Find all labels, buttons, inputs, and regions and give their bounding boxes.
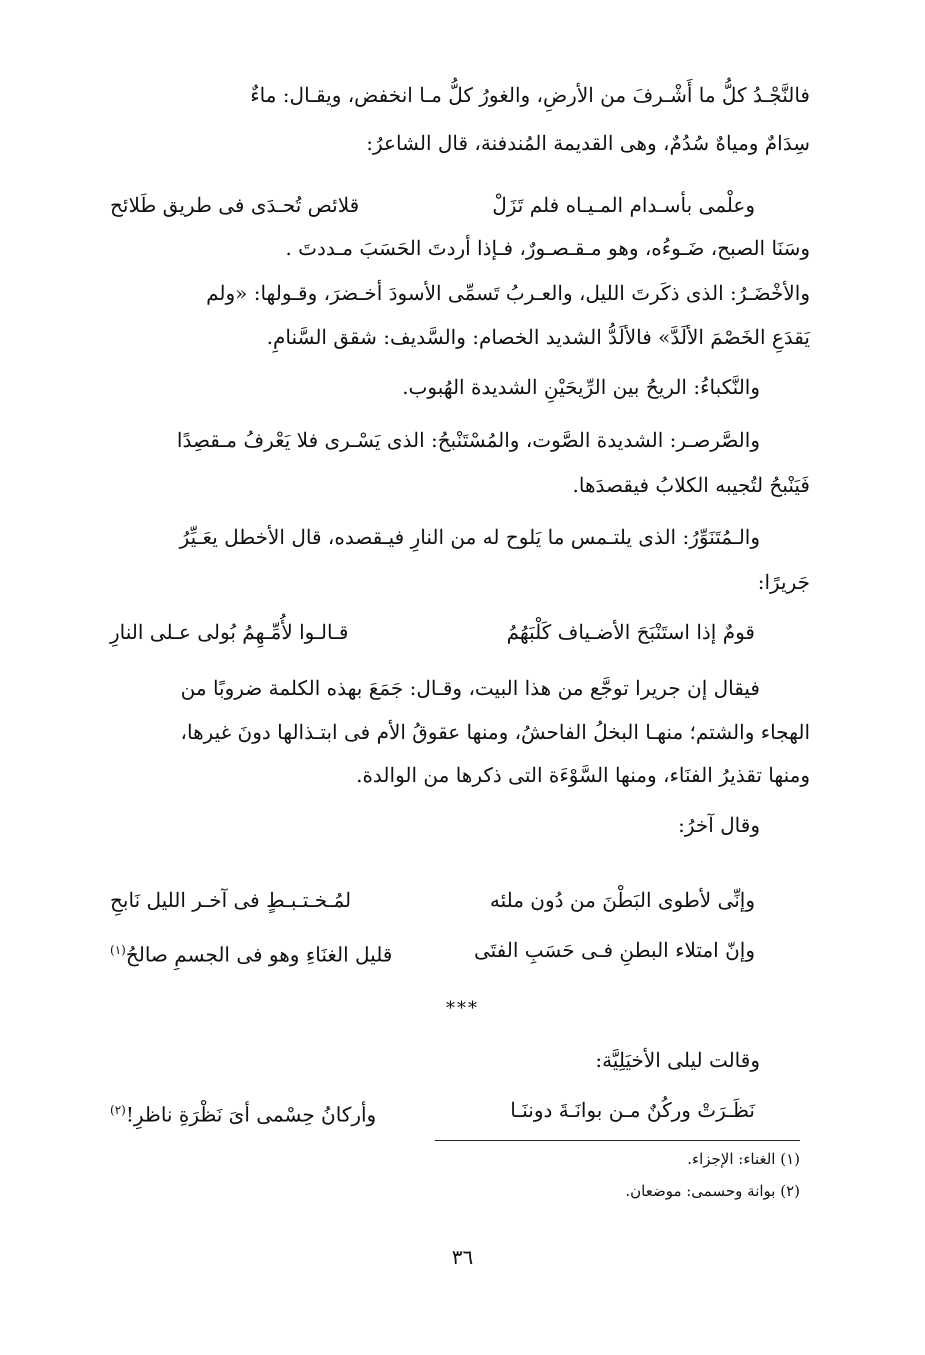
footnote: (٢) بوانة وحسمى: موضعان. [625, 1182, 800, 1200]
text-line: وسَنَا الصبح، ضَـوءُه، وهو مـقـصـورٌ، فـإذا أردتَ الحَسَبَ مـددتَ . [285, 236, 810, 260]
text-line: فيقال إن جريرا توجَّع من هذا البيت، وقـال: جَمَعَ بهذه الكلمة ضروبًا من [180, 676, 760, 700]
footnote-ref: (١) [110, 943, 126, 957]
verse-hemistich-first: نَظَـرَتْ وركُنٌ مـن بوانَـةَ دوننَـا [510, 1098, 755, 1122]
page-number: ٣٦ [451, 1245, 474, 1269]
text-line: فالنَّجْـدُ كلُّ ما أَشْـرفَ من الأرضِ، والغورُ كلُّ مـا انخفض، ويقـال: ماءٌ [250, 83, 810, 107]
text-line: الهجاء والشتم؛ منهـا البخلُ الفاحشُ، ومنها عقوقُ الأم فى ابتـذالها دونَ غيرها، [180, 720, 810, 744]
verse-hemistich-first: قومٌ إذا استَنْبَحَ الأضـياف كَلْبَهُمُ [506, 620, 755, 644]
footnote-ref: (٢) [110, 1103, 126, 1117]
footnote-divider [435, 1140, 800, 1141]
text-line: والصَّرصـر: الشديدة الصَّوت، والمُسْتَنْبحُ: الذى يَسْـرى فلا يَعْرفُ مـقصِدًا [176, 428, 760, 452]
text-line: فَيَنْبحُ لتُجيبه الكلابُ فيقصدَها. [572, 473, 810, 497]
text-line: والنَّكباءُ: الريحُ بين الرِّيحَيْنِ الشديدة الهُبوب. [402, 375, 760, 399]
verse-hemistich-second: وأركانُ حِسْمى أىَ نَظْرَةِ ناظرِ! [125, 1102, 377, 1127]
text-line: جَريرًا: [757, 570, 810, 594]
verse-hemistich-first: وعلْمى بأسـدام المـيـاه فلم تَزَلْ [492, 193, 755, 217]
verse-hemistich-second-with-ref [110, 1095, 376, 1130]
verse-hemistich-second: قلائص تُحـدَى فى طريق طَلائح [110, 193, 360, 217]
text-line: ومنها تقذيرُ الفنَاء، ومنها السَّوْءَة التى ذكرها من الوالدة. [356, 763, 810, 787]
verse-hemistich-second: لمُـخـتـبـطٍ فى آخـر الليل نَابحِ [110, 888, 352, 912]
verse-hemistich-first: وإنِّى لأطوى البَطْنَ من دُون ملئه [489, 888, 755, 912]
section-separator: *** [446, 998, 479, 1019]
text-line: والأخْضَـرُ: الذى ذكَرتَ الليل، والعـربُ تَسمِّى الأسودَ أخـضرَ، وقـولها: «ولم [206, 281, 810, 305]
text-line: سِدَامٌ ومياهٌ سُدُمٌ، وهى القديمة المُندفنة، قال الشاعرُ: [366, 131, 810, 155]
verse-hemistich-second: قـالـوا لأُمِّـهِمُ بُولى عـلى النارِ [110, 620, 349, 644]
text-line: وقال آخرُ: [678, 813, 760, 837]
verse-hemistich-first: وإنّ امتلاء البطنِ فـى حَسَبِ الفتَى [473, 938, 755, 962]
text-line: يَقدَعِ الخَصْمَ الألَدَّ» فالألَدُّ الشديد الخصام: والسَّديف: شقق السَّنامِ. [266, 325, 810, 349]
footnote: (١) الغناء: الإجزاء. [687, 1150, 800, 1168]
text-line: والـمُتَنَوِّرُ: الذى يلتـمس ما يَلوح له من النارِ فيـقصده، قال الأخطل يعَـيِّرُ [179, 525, 760, 549]
verse-hemistich-second-with-ref [110, 935, 392, 970]
verse-hemistich-second: قليل الغنَاءِ وهو فى الجسمِ صالحُ [125, 942, 393, 967]
text-line: وقالت ليلى الأخيَلِيَّة: [595, 1048, 760, 1072]
